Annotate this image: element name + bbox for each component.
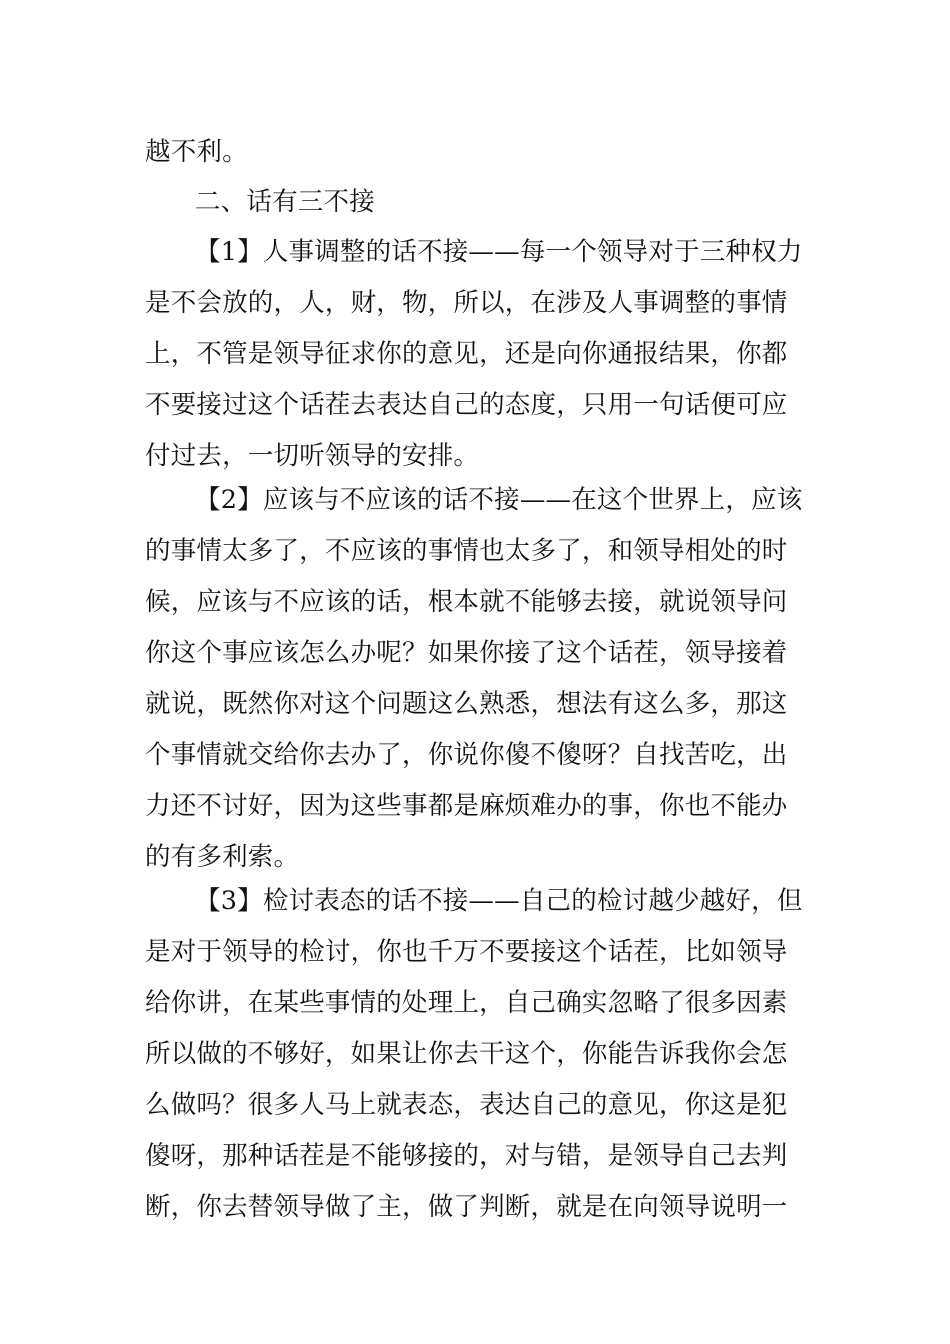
text-line: 断，你去替领导做了主，做了判断，就是在向领导说明一	[145, 1192, 788, 1222]
text-line: 就说，既然你对这个问题这么熟悉，想法有这么多，那这	[145, 689, 788, 719]
text-line: 么做吗？很多人马上就表态，表达自己的意见，你这是犯	[145, 1090, 788, 1120]
text-line: 越不利。	[145, 137, 248, 167]
text-line: 所以做的不够好，如果让你去干这个，你能告诉我你会怎	[145, 1039, 788, 1069]
text-line: 傻呀，那种话茬是不能够接的，对与错，是领导自己去判	[145, 1141, 788, 1171]
text-line: 不要接过这个话茬去表达自己的态度，只用一句话便可应	[145, 390, 788, 420]
text-line: 【2】应该与不应该的话不接——在这个世界上，应该	[195, 485, 803, 515]
text-line: 个事情就交给你去办了，你说你傻不傻呀？自找苦吃，出	[145, 740, 788, 770]
section-heading: 二、话有三不接	[195, 187, 375, 217]
text-line: 给你讲，在某些事情的处理上，自己确实忽略了很多因素	[145, 988, 788, 1018]
text-line: 付过去，一切听领导的安排。	[145, 441, 480, 471]
text-line: 力还不讨好，因为这些事都是麻烦难办的事，你也不能办	[145, 791, 788, 821]
text-line: 的有多利索。	[145, 842, 300, 872]
text-line: 你这个事应该怎么办呢？如果你接了这个话茬，领导接着	[145, 638, 788, 668]
text-line: 的事情太多了，不应该的事情也太多了，和领导相处的时	[145, 536, 788, 566]
text-line: 是对于领导的检讨，你也千万不要接这个话茬，比如领导	[145, 937, 788, 967]
text-line: 【1】人事调整的话不接——每一个领导对于三种权力	[195, 237, 803, 267]
text-line: 候，应该与不应该的话，根本就不能够去接，就说领导问	[145, 587, 788, 617]
text-line: 上，不管是领导征求你的意见，还是向你通报结果，你都	[145, 339, 788, 369]
text-line: 是不会放的，人，财，物，所以，在涉及人事调整的事情	[145, 288, 788, 318]
text-line: 【3】检讨表态的话不接——自己的检讨越少越好，但	[195, 886, 803, 916]
